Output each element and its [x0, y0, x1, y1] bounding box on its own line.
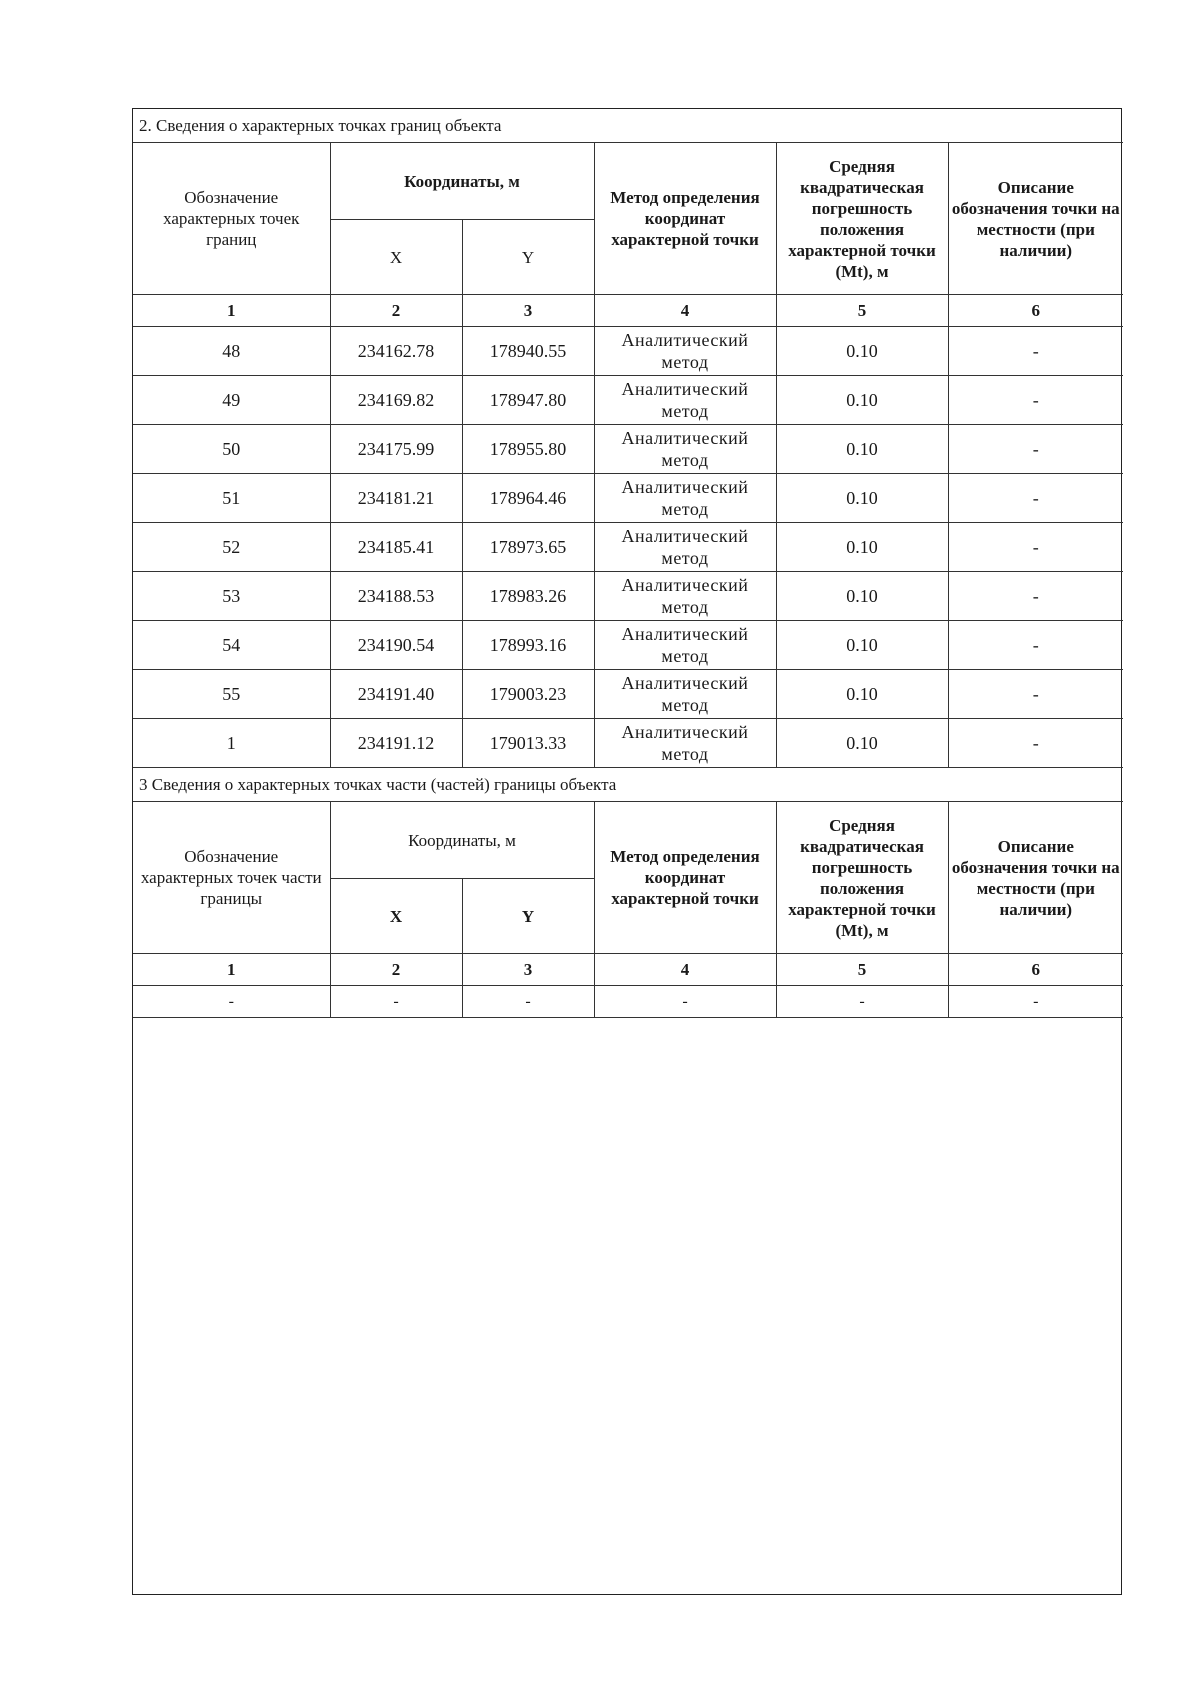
mt-value: 0.10 — [776, 719, 948, 768]
coord-x: 234188.53 — [330, 572, 462, 621]
col-num: 4 — [594, 295, 776, 327]
coord-x: 234190.54 — [330, 621, 462, 670]
empty-cell: - — [776, 986, 948, 1018]
empty-cell: - — [594, 986, 776, 1018]
empty-cell: - — [462, 986, 594, 1018]
method: Аналитический метод — [594, 376, 776, 425]
section-3-title: 3 Сведения о характерных точках части (частей) границы объекта — [133, 768, 1123, 802]
header-method: Метод определения координат характерной точки — [594, 143, 776, 295]
point-id: 1 — [133, 719, 330, 768]
header-coordinates-part: Координаты, м — [330, 802, 594, 879]
method: Аналитический метод — [594, 621, 776, 670]
coord-y: 178993.16 — [462, 621, 594, 670]
point-id: 53 — [133, 572, 330, 621]
mt-value: 0.10 — [776, 425, 948, 474]
col-num: 6 — [948, 954, 1123, 986]
coord-y: 178947.80 — [462, 376, 594, 425]
point-id: 50 — [133, 425, 330, 474]
description: - — [948, 474, 1123, 523]
header-y: Y — [462, 220, 594, 295]
description: - — [948, 376, 1123, 425]
description: - — [948, 425, 1123, 474]
description: - — [948, 719, 1123, 768]
mt-value: 0.10 — [776, 523, 948, 572]
method: Аналитический метод — [594, 719, 776, 768]
table-row-empty — [133, 986, 1123, 1018]
method: Аналитический метод — [594, 425, 776, 474]
mt-value: 0.10 — [776, 572, 948, 621]
header-coordinates: Координаты, м — [330, 143, 594, 220]
point-id: 48 — [133, 327, 330, 376]
col-num: 2 — [330, 954, 462, 986]
col-num: 4 — [594, 954, 776, 986]
table-row — [133, 474, 1123, 523]
coord-y: 179003.23 — [462, 670, 594, 719]
col-num: 5 — [776, 954, 948, 986]
table-row — [133, 572, 1123, 621]
col-num: 2 — [330, 295, 462, 327]
table-row — [133, 327, 1123, 376]
table-row — [133, 670, 1123, 719]
point-id: 55 — [133, 670, 330, 719]
empty-cell: - — [330, 986, 462, 1018]
table-row — [133, 376, 1123, 425]
points-table — [133, 109, 1123, 1018]
description: - — [948, 572, 1123, 621]
point-id: 49 — [133, 376, 330, 425]
method: Аналитический метод — [594, 327, 776, 376]
coord-y: 178983.26 — [462, 572, 594, 621]
coord-y: 178940.55 — [462, 327, 594, 376]
method: Аналитический метод — [594, 474, 776, 523]
mt-value: 0.10 — [776, 670, 948, 719]
document-page — [132, 108, 1122, 1595]
col-num: 1 — [133, 954, 330, 986]
mt-value: 0.10 — [776, 621, 948, 670]
description: - — [948, 621, 1123, 670]
col-num: 3 — [462, 295, 594, 327]
col-num: 1 — [133, 295, 330, 327]
point-id: 54 — [133, 621, 330, 670]
method: Аналитический метод — [594, 670, 776, 719]
header-method-part: Метод определения координат характерной точки — [594, 802, 776, 954]
coord-x: 234162.78 — [330, 327, 462, 376]
col-num: 6 — [948, 295, 1123, 327]
coord-y: 178973.65 — [462, 523, 594, 572]
header-error-part: Средняя квадратическая погрешность положения характерной точки (Mt), м — [776, 802, 948, 954]
mt-value: 0.10 — [776, 327, 948, 376]
method: Аналитический метод — [594, 572, 776, 621]
header-y-part: Y — [462, 879, 594, 954]
mt-value: 0.10 — [776, 474, 948, 523]
coord-y: 179013.33 — [462, 719, 594, 768]
point-id: 52 — [133, 523, 330, 572]
table-row — [133, 523, 1123, 572]
coord-x: 234175.99 — [330, 425, 462, 474]
header-description-part: Описание обозначения точки на местности (при наличии) — [948, 802, 1123, 954]
column-number-row — [133, 295, 1123, 327]
coord-x: 234169.82 — [330, 376, 462, 425]
section-2-title: 2. Сведения о характерных точках границ объекта — [133, 109, 1123, 143]
description: - — [948, 327, 1123, 376]
header-error: Средняя квадратическая погрешность положения характерной точки (Mt), м — [776, 143, 948, 295]
coord-y: 178955.80 — [462, 425, 594, 474]
header-designation: Обозначение характерных точек границ — [133, 143, 330, 295]
method: Аналитический метод — [594, 523, 776, 572]
table-row — [133, 621, 1123, 670]
coord-x: 234191.40 — [330, 670, 462, 719]
table-row — [133, 719, 1123, 768]
mt-value: 0.10 — [776, 376, 948, 425]
col-num: 3 — [462, 954, 594, 986]
header-x: X — [330, 220, 462, 295]
empty-cell: - — [948, 986, 1123, 1018]
coord-y: 178964.46 — [462, 474, 594, 523]
point-id: 51 — [133, 474, 330, 523]
description: - — [948, 523, 1123, 572]
empty-cell: - — [133, 986, 330, 1018]
coord-x: 234191.12 — [330, 719, 462, 768]
table-row — [133, 425, 1123, 474]
header-designation-part: Обозначение характерных точек части границы — [133, 802, 330, 954]
coord-x: 234181.21 — [330, 474, 462, 523]
header-description: Описание обозначения точки на местности (при наличии) — [948, 143, 1123, 295]
col-num: 5 — [776, 295, 948, 327]
header-x-part: X — [330, 879, 462, 954]
coord-x: 234185.41 — [330, 523, 462, 572]
column-number-row-part — [133, 954, 1123, 986]
description: - — [948, 670, 1123, 719]
